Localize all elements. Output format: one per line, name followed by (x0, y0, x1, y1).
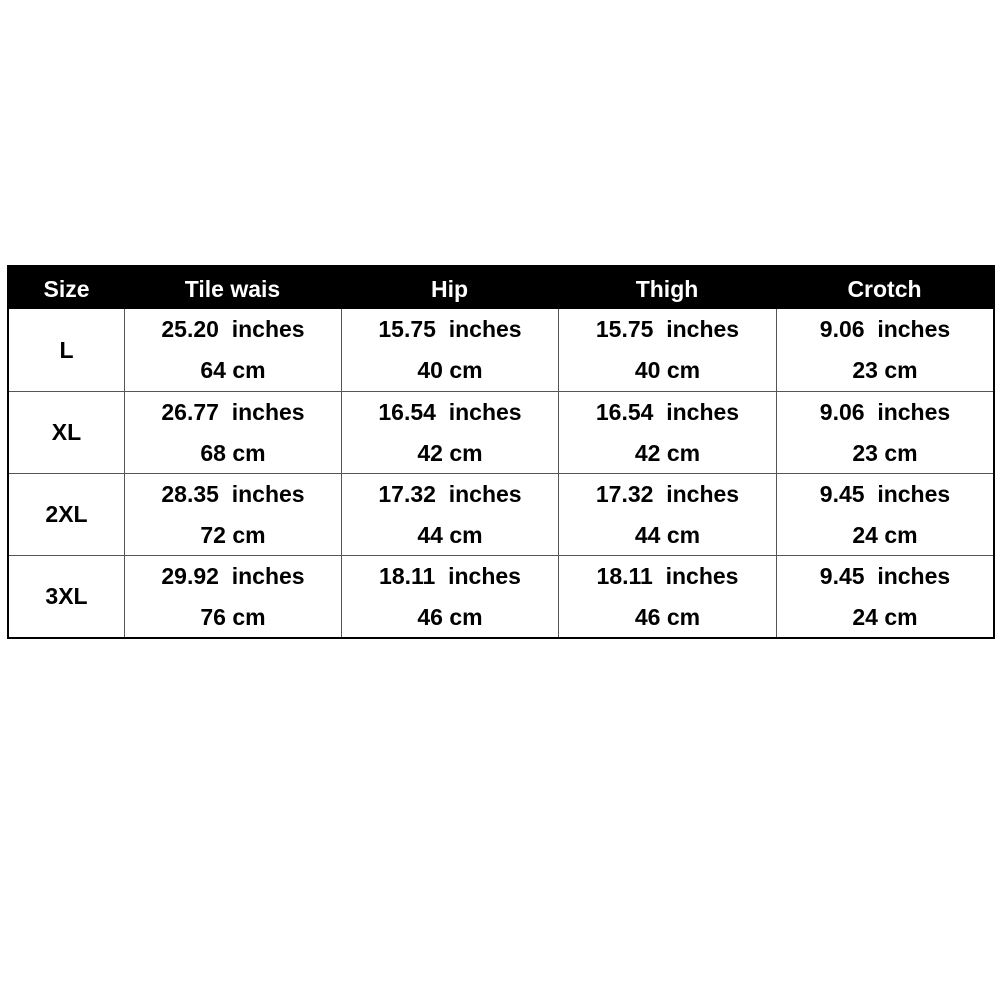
cm-value: 24 cm (852, 521, 918, 548)
cm-value: 23 cm (852, 357, 918, 383)
hip-cell (341, 392, 558, 473)
size-cell (9, 309, 124, 391)
inches-value: 9.45 inches (819, 562, 951, 589)
size-cell (9, 556, 124, 637)
header-tile-wais: Tile wais (184, 275, 281, 302)
cm-value: 64 cm (200, 357, 266, 383)
hip-cell (341, 556, 558, 637)
header-size: Size (43, 275, 90, 302)
size-label: 2XL (45, 501, 88, 527)
cm-value: 23 cm (852, 439, 918, 466)
table-row (9, 309, 993, 391)
table-row (9, 391, 993, 473)
cm-value: 44 cm (634, 521, 701, 548)
cm-value: 76 cm (200, 603, 266, 630)
crotch-cell (776, 392, 993, 473)
table-row (9, 555, 993, 637)
crotch-cell (776, 474, 993, 555)
size-label: XL (51, 419, 82, 445)
hip-cell (341, 309, 558, 391)
thigh-cell (558, 392, 776, 473)
table-header (9, 267, 993, 309)
inches-value: 9.06 inches (819, 316, 951, 342)
inches-value: 18.11 inches (596, 562, 739, 589)
cm-value: 24 cm (852, 603, 918, 630)
inches-value: 28.35 inches (161, 480, 305, 507)
inches-value: 29.92 inches (161, 562, 305, 589)
inches-value: 9.06 inches (819, 398, 951, 425)
inches-value: 17.32 inches (595, 480, 740, 507)
inches-value: 9.45 inches (819, 480, 951, 507)
inches-value: 16.54 inches (595, 398, 740, 425)
size-label: 3XL (45, 583, 88, 609)
cm-value: 72 cm (200, 521, 266, 548)
hip-cell (341, 474, 558, 555)
tile-wais-cell (124, 392, 341, 473)
size-cell (9, 392, 124, 473)
cm-value: 46 cm (634, 603, 701, 630)
cm-value: 42 cm (634, 439, 701, 466)
size-chart-table (7, 265, 995, 639)
cm-value: 40 cm (417, 357, 483, 383)
inches-value: 17.32 inches (378, 480, 522, 507)
table-row (9, 473, 993, 555)
cm-value: 42 cm (417, 439, 483, 466)
inches-value: 16.54 inches (378, 398, 522, 425)
inches-value: 25.20 inches (161, 316, 305, 342)
header-hip: Hip (430, 275, 469, 302)
crotch-cell (776, 309, 993, 391)
tile-wais-cell (124, 309, 341, 391)
header-crotch: Crotch (847, 275, 922, 302)
cm-value: 40 cm (634, 357, 701, 383)
inches-value: 18.11 inches (379, 562, 521, 589)
crotch-cell (776, 556, 993, 637)
thigh-cell (558, 556, 776, 637)
size-cell (9, 474, 124, 555)
thigh-cell (558, 474, 776, 555)
thigh-cell (558, 309, 776, 391)
inches-value: 15.75 inches (378, 316, 522, 342)
tile-wais-cell (124, 474, 341, 555)
size-label: L (59, 336, 74, 363)
cm-value: 44 cm (417, 521, 483, 548)
tile-wais-cell (124, 556, 341, 637)
inches-value: 15.75 inches (595, 316, 740, 342)
inches-value: 26.77 inches (161, 398, 305, 425)
header-thigh: Thigh (635, 275, 699, 302)
cm-value: 68 cm (200, 439, 266, 466)
table-body (9, 309, 993, 637)
cm-value: 46 cm (417, 603, 483, 630)
